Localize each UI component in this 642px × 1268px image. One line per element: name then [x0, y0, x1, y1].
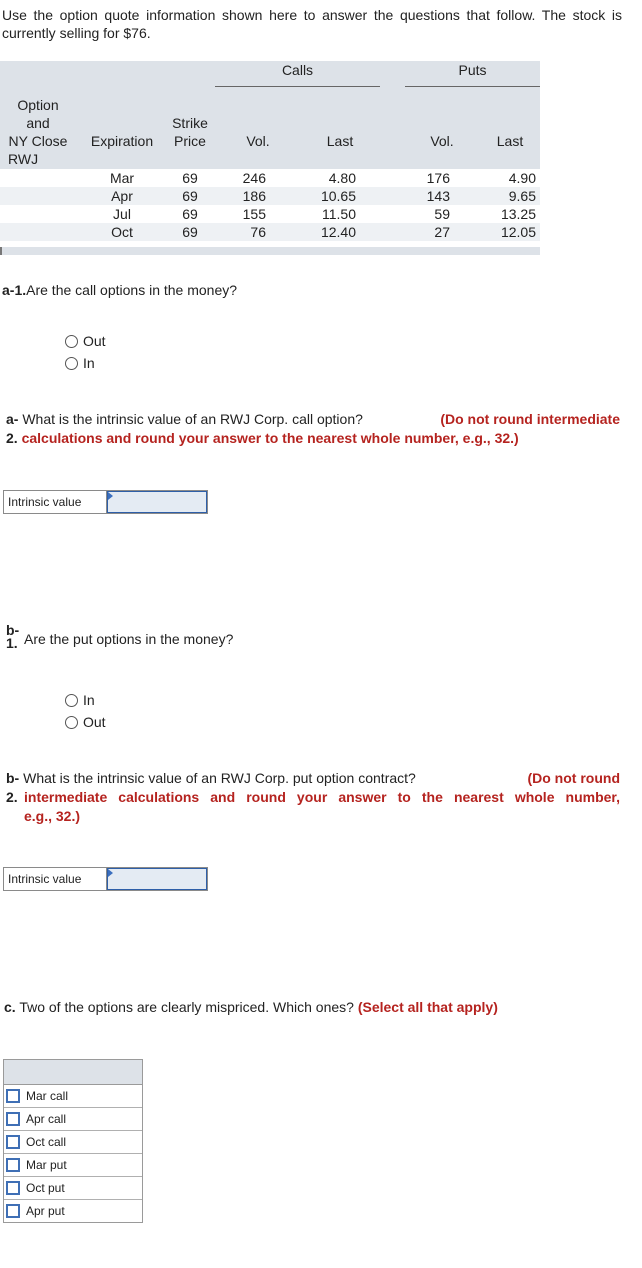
- checkbox-option-apr-call[interactable]: [4, 1108, 142, 1131]
- question-b1-text: Are the put options in the money?: [24, 631, 234, 647]
- calls-divider: [215, 86, 380, 87]
- header-put-vol: Vol.: [430, 133, 454, 149]
- question-a1-options: [65, 330, 106, 374]
- question-a2-hint-1: (Do not round intermediate: [440, 411, 620, 427]
- intrinsic-value-label: Intrinsic value: [4, 868, 107, 890]
- checkbox[interactable]: [6, 1181, 20, 1195]
- question-b2-hint-1: (Do not round: [527, 770, 620, 786]
- radio-option-in[interactable]: [65, 689, 106, 711]
- header-call-last: Last: [326, 133, 354, 149]
- header-price: Price: [174, 133, 206, 149]
- checkbox-label: Apr put: [26, 1204, 65, 1218]
- cell-expiration: Apr: [111, 188, 133, 204]
- cell-expiration: Mar: [109, 170, 135, 186]
- question-c-text: Two of the options are clearly mispriced. Which ones?: [19, 999, 354, 1015]
- checkbox[interactable]: [6, 1112, 20, 1126]
- question-b1-label: b-: [6, 622, 20, 638]
- question-a2-text: What is the intrinsic value of an RWJ Corp. call option?: [22, 411, 363, 427]
- header-put-last: Last: [496, 133, 524, 149]
- checkbox[interactable]: [6, 1089, 20, 1103]
- intro-text: Use the option quote information shown here to answer the questions that follow. The stock is currently selling for $76.: [2, 7, 622, 41]
- cell-call-vol: 246: [242, 170, 266, 186]
- checkbox-label: Oct call: [26, 1135, 67, 1149]
- mispriced-options-checklist: [3, 1059, 143, 1223]
- checkbox-option-oct-put[interactable]: [4, 1177, 142, 1200]
- intrinsic-value-put-field: [3, 867, 208, 891]
- header-call-vol: Vol.: [246, 133, 270, 149]
- table-row: [0, 205, 540, 223]
- question-a1-text: Are the call options in the money?: [26, 282, 238, 298]
- radio-label: Out: [83, 714, 106, 730]
- checkbox-option-mar-put[interactable]: [4, 1154, 142, 1177]
- table-footer-bar: [0, 247, 540, 255]
- question-a1: [2, 281, 237, 300]
- cell-call-last: 10.65: [320, 188, 356, 204]
- radio-button[interactable]: [65, 694, 78, 707]
- intrinsic-value-put-input[interactable]: [107, 868, 207, 890]
- option-quote-table: [0, 61, 540, 255]
- cell-call-vol: 76: [250, 224, 266, 240]
- radio-option-out[interactable]: [65, 711, 106, 733]
- question-b1-options: [65, 689, 106, 733]
- question-b1: [6, 624, 233, 650]
- cell-strike: 69: [182, 170, 198, 186]
- radio-option-out[interactable]: [65, 330, 106, 352]
- question-b2-label: b-: [6, 770, 20, 786]
- cell-call-vol: 186: [242, 188, 266, 204]
- checkbox-option-apr-put[interactable]: [4, 1200, 142, 1222]
- cell-call-vol: 155: [242, 206, 266, 222]
- header-strike: Strike: [172, 115, 208, 131]
- header-ny-close: NY Close: [8, 133, 68, 149]
- checkbox[interactable]: [6, 1135, 20, 1149]
- checklist-header: [4, 1060, 142, 1085]
- checkbox[interactable]: [6, 1158, 20, 1172]
- header-and: and: [26, 115, 50, 131]
- cell-call-last: 12.40: [320, 224, 356, 240]
- question-c: [4, 998, 498, 1017]
- cell-put-last: 4.90: [508, 170, 536, 186]
- cell-put-last: 12.05: [500, 224, 536, 240]
- radio-button[interactable]: [65, 357, 78, 370]
- radio-label: In: [83, 692, 95, 708]
- cell-put-vol: 143: [426, 188, 450, 204]
- question-b2-hint-2: intermediate calculations and round your answer to the nearest whole number,: [24, 789, 620, 805]
- cell-put-vol: 27: [434, 224, 450, 240]
- ticker-label: RWJ: [8, 151, 39, 167]
- puts-group-header: Puts: [458, 62, 487, 78]
- question-c-label: c.: [4, 999, 16, 1015]
- question-b2-label-2: 2.: [6, 789, 18, 805]
- cell-expiration: Oct: [111, 224, 133, 240]
- table-row: [0, 187, 540, 205]
- cell-put-last: 9.65: [508, 188, 536, 204]
- checkbox-label: Mar call: [26, 1089, 69, 1103]
- radio-button[interactable]: [65, 716, 78, 729]
- question-a2: [6, 410, 620, 448]
- cell-strike: 69: [182, 224, 198, 240]
- table-row: [0, 169, 540, 187]
- intrinsic-value-call-input[interactable]: [107, 491, 207, 513]
- table-row: [0, 223, 540, 241]
- intrinsic-value-call-field: [3, 490, 208, 514]
- cell-put-vol: 176: [426, 170, 450, 186]
- puts-divider: [405, 86, 540, 87]
- radio-label: In: [83, 355, 95, 371]
- cell-put-vol: 59: [434, 206, 450, 222]
- intrinsic-value-label: Intrinsic value: [4, 491, 107, 513]
- radio-button[interactable]: [65, 335, 78, 348]
- header-expiration: Expiration: [90, 133, 154, 149]
- cell-strike: 69: [182, 206, 198, 222]
- checkbox[interactable]: [6, 1204, 20, 1218]
- question-a1-label: a-1.: [2, 282, 27, 298]
- checkbox-label: Oct put: [26, 1181, 65, 1195]
- question-b2: [6, 769, 620, 826]
- radio-label: Out: [83, 333, 106, 349]
- question-b1-label-2: 1.: [6, 635, 18, 651]
- cell-call-last: 4.80: [328, 170, 356, 186]
- question-b2-hint-3: e.g., 32.): [24, 808, 81, 824]
- cell-strike: 69: [182, 188, 198, 204]
- question-a2-label-2: 2.: [6, 430, 18, 446]
- cell-call-last: 11.50: [322, 206, 356, 222]
- question-a2-hint-2: calculations and round your answer to the nearest whole number, e.g., 32.): [21, 430, 519, 446]
- checkbox-label: Apr call: [26, 1112, 67, 1126]
- cell-expiration: Jul: [113, 206, 131, 222]
- table-header: [0, 61, 540, 169]
- checkbox-label: Mar put: [26, 1158, 67, 1172]
- checkbox-option-oct-call[interactable]: [4, 1131, 142, 1154]
- calls-group-header: Calls: [281, 62, 314, 78]
- question-c-hint: (Select all that apply): [357, 999, 498, 1015]
- checkbox-option-mar-call[interactable]: [4, 1085, 142, 1108]
- header-option: Option: [17, 97, 59, 113]
- question-a2-label: a-: [6, 411, 19, 427]
- question-b2-text: What is the intrinsic value of an RWJ Corp. put option contract?: [23, 770, 416, 786]
- cell-put-last: 13.25: [500, 206, 536, 222]
- radio-option-in[interactable]: [65, 352, 106, 374]
